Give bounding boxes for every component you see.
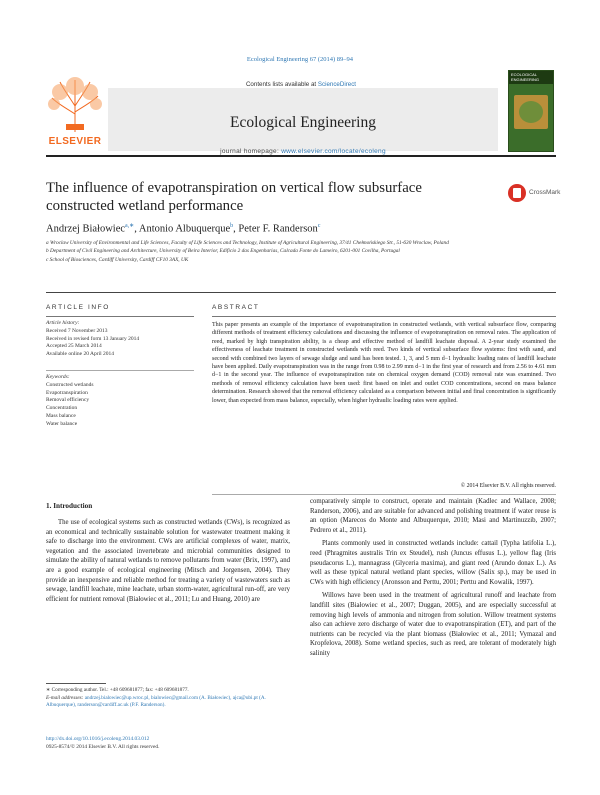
elsevier-logo [46,74,104,146]
author-list: Andrzej Białowiec$^{a,∗}$, Antonio Albuquerque$^b$, Peter F. Randerson$^c$ [46,223,321,235]
author-name[interactable]: Andrzej Białowiec [46,223,126,235]
journal-reference[interactable]: Ecological Engineering 67 (2014) 89–94 [246,56,354,63]
homepage-link[interactable]: www.elsevier.com/locate/ecoleng [281,148,386,155]
issn-line: 0925-8574/© 2014 Elsevier B.V. All rights reserved. [46,743,160,750]
keyword: Constructed wetlands [46,381,94,388]
author-name[interactable]: Antonio Albuquerque [138,223,231,235]
history-item: Accepted 25 March 2014 [46,343,102,350]
keyword: Mass balance [46,412,76,419]
affiliation: c School of Biosciences, Cardiff University, Cardiff CF10 3AX, UK [46,256,189,263]
homepage-prefix: journal homepage: [220,148,282,155]
author-affiliation-marker[interactable]: a,∗ [125,223,135,229]
journal-homepage-line [108,148,498,155]
abstract-text: This paper presents an example of the importance of evapotranspiration in constructed wetlands, with vertical subsurface flow, comparing different methods of treatment efficiency calculations and discussing the influence of evapotranspiration on removal rates. The application of reed, marked by high transpiration ability, is a cheap and effective method of landfill leachate disposal. A 2-year study examined the effectiveness of leachate treatment in constructed wetlands with reed. Two kinds of vertical subsurface flow systems: first with sand, and second with combined two layers of sewage sludge and sand has been tested. 1, 3, and 5 mm d−1 hydraulic loading rates of landfill leachate have been applied. Daily evapotranspiration was in the range from 0.98 to 2.99 mm d−1 in the first year of research and from 2.56 to 4.61 mm d−1 in the second year. The influence of evapotranspiration rate on chemical oxygen demand (COD) removal rate was examined. Two methods of removal efficiency calculation have been used: first based on inlet and outlet COD concentrations, second on mass balance determination. Research showed that the removal efficiency calculated as a comparison between initial and final concentration is significantly lower, than expected from mass balance, especially, when higher hydraulic loading rates were applied. [212,322,556,404]
journal-cover-thumbnail[interactable] [508,70,554,152]
history-item: Received 7 November 2013 [46,327,108,334]
contents-prefix: Contents lists available at [245,81,318,88]
journal-title-panel [108,88,498,155]
body-column-right [310,497,556,659]
body-paragraph: Willows have been used in the treatment of agricultural runoff and leachate from landfill sites (Białowiec et al., 2007; Duggan, 2005), and are especially successful at removing high levels of ammonia and nitrogen from solution. Willow treatment systems also can achieve zero discharge of water due to evapotranspiration (ET), and part of the nutrients can be recycled via the plant biomass (Białowiec et al., 2011; Vymazal and Kropfelova, 2008). Some wetland species, such as reed, are tolerant of moderately high salinity [310,592,556,657]
author-name[interactable]: Peter F. Randerson [238,223,318,235]
keyword: Concentration [46,405,78,412]
abstract-bottom-rule [212,494,556,495]
affiliation: b Department of Civil Engineering and Architecture, University of Beira Interior, Edificio 2 das Engenharias, Calcada Fonte do Lameiro, 6201-001 Covilha, Portugal [46,248,400,255]
keyword: Removal efficiency [46,397,90,404]
affiliation-divider [46,292,556,293]
abstract-rule [212,316,556,317]
abstract-copyright: © 2014 Elsevier B.V. All rights reserved. [460,483,556,489]
history-item: Received in revised form 13 January 2014 [46,335,140,342]
affiliation: a Wroclaw University of Environmental and Life Sciences, Faculty of Life Sciences and Technology, Institute of Agricultural Engineering, 37/41 Chełmońskiego Str., 51-630 Wroclaw, Poland [46,240,449,246]
author-affiliation-marker[interactable]: c [317,223,321,229]
paper-title: The influence of evapotranspiration on vertical flow subsurface constructed wetland performance [46,180,422,214]
history-item: Available online 20 April 2014 [46,351,115,358]
article-info-rule [46,316,194,317]
cover-image-detail [519,101,543,123]
article-info-heading: ARTICLE INFO [46,304,110,311]
sciencedirect-link[interactable]: ScienceDirect [317,81,357,88]
contents-line [46,81,556,88]
cover-title: ECOLOGICAL ENGINEERING [511,72,540,82]
keywords [46,374,196,429]
author-affiliation-marker[interactable]: b [230,223,234,229]
body-paragraph: Plants commonly used in constructed wetlands include: cattail (Typha latifolia L.), reed (Phragmites australis Trin ex Steudel), rush (Juncus effusus L.), yellow flag (Iris pseudacorus L.), mannagrass (Glyceria maxima), and giant reed (Arundo donax L.). As well as these typical natural wetland plant species, willow (Salix sp.), may be used in CWs with high efficiency (Aronsson and Perttu, 2001; Perttu and Kowalik, 1997). [310,540,556,586]
article-history [46,320,196,359]
history-label: Article history: [46,320,80,326]
keyword: Evapotranspiration [46,389,88,396]
email-addresses[interactable]: andrzej.bialowiec@up.wroc.pl, bialowiec@gmail.com (A. Białowiec), ajca@ubi.pt (A. Albuquerque), randerson@cardiff.ac.uk (P.F. Randerson). [46,694,266,709]
crossmark-icon [508,184,526,202]
section-heading-introduction: 1. Introduction [46,502,93,510]
body-column-left [46,518,290,604]
keyword: Water balance [46,420,78,427]
keywords-label: Keywords: [46,374,70,380]
keywords-divider [46,370,194,371]
email-label: E-mail addresses: [46,694,84,701]
email-footnote [46,695,290,710]
body-paragraph: comparatively simple to construct, operate and maintain (Kadlec and Wallace, 2008; Randerson, 2006), and are suitable for advanced and polishing treatment if water reuse is an option (Marecos do Monte and Albuquerque, 2010; Masi and Martinuzzib, 2007; Pedrero et al., 2011). [310,498,556,534]
abstract-heading: ABSTRACT [212,304,260,311]
footnote-rule [46,683,106,684]
corresponding-author-note: ∗ Corresponding author. Tel.: +48 609681877; fax: +48 609681877. [46,687,189,693]
affiliations [46,239,546,264]
elsevier-tree-icon [46,74,104,134]
journal-title: Ecological Engineering [230,114,376,131]
doi-link[interactable]: http://dx.doi.org/10.1016/j.ecoleng.2014.03.012 [46,736,150,742]
footnotes [46,687,290,710]
elsevier-wordmark: ELSEVIER [48,136,102,147]
article-identifiers [46,736,290,752]
header-divider [46,155,556,157]
crossmark-badge[interactable] [508,184,560,204]
journal-header [46,72,556,155]
crossmark-label: CrossMark [529,189,561,196]
body-paragraph: The use of ecological systems such as constructed wetlands (CWs), is recognized as an economical and technically sustainable solution for wastewater treatment making it safe to discharge into the environment. CWs are artificial complexes of water, matrix, vegetation and the associated invertebrate and microbial communities designed to simulate the ability of natural wetlands to remove pollutants from water (Brix, 1997), and are a good example of ecological engineering (Mitsch and Jorgensen, 2004). They provide an inexpensive and reliable method for treating a variety of wastewaters such as sewage, landfill leachate, mine leachate, urban storm-water, agricultural run-off, are very efficient for nutrient removal (Białowiec et al., 2011; Lu and Huang, 2010) are [46,519,290,603]
